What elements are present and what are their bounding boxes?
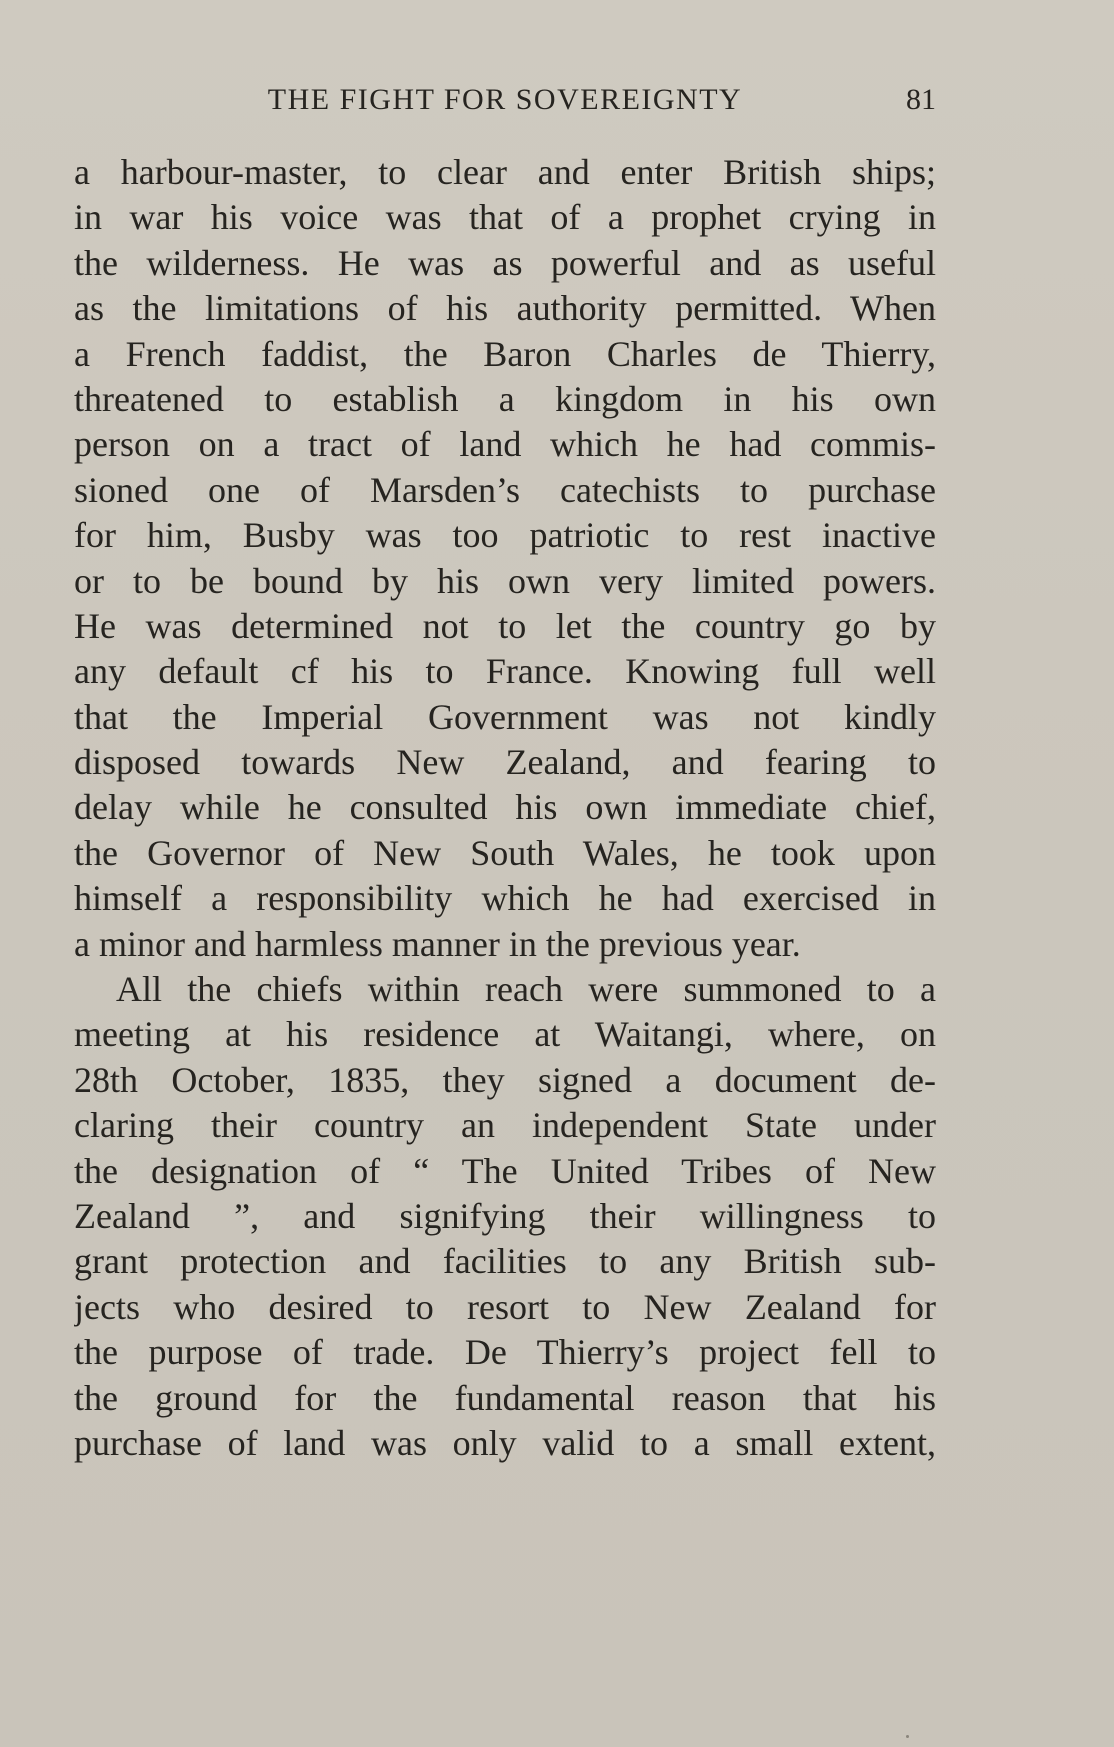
text-line: the ground for the fundamental reason that his: [74, 1377, 936, 1418]
text-line: any default cf his to France. Knowing full well: [74, 651, 936, 692]
text-line: threatened to establish a kingdom in his own: [74, 378, 936, 419]
text-line: or to be bound by his own very limited powers.: [74, 560, 936, 601]
running-head: [74, 80, 936, 120]
text-line: a harbour-master, to clear and enter British ships;: [74, 152, 936, 192]
text-line: grant protection and facilities to any British sub-: [74, 1241, 936, 1282]
text-line: the wilderness. He was as powerful and as useful: [74, 242, 936, 283]
text-line: a minor and harmless manner in the previous year.: [74, 923, 801, 964]
text-line: 28th October, 1835, they signed a document de-: [74, 1059, 936, 1100]
text-line: sioned one of Marsden’s catechists to purchase: [74, 469, 936, 510]
page-number: 81: [906, 83, 936, 116]
text-line: the designation of “ The United Tribes of New: [74, 1150, 936, 1191]
text-line: disposed towards New Zealand, and fearing to: [74, 742, 936, 783]
text-line: in war his voice was that of a prophet crying in: [74, 197, 936, 238]
text-line: claring their country an independent State under: [74, 1105, 936, 1146]
text-line: jects who desired to resort to New Zealand for: [74, 1286, 936, 1327]
text-line: the Governor of New South Wales, he took upon: [74, 832, 936, 873]
text-line: All the chiefs within reach were summoned to a: [116, 969, 936, 1010]
text-line: that the Imperial Government was not kindly: [74, 696, 936, 737]
text-line: delay while he consulted his own immediate chief,: [74, 787, 936, 828]
paper-speck: [906, 1735, 909, 1738]
text-line: Zealand ”, and signifying their willingness to: [74, 1195, 936, 1236]
text-line: person on a tract of land which he had commis-: [74, 424, 936, 465]
text-line: as the limitations of his authority permitted. When: [74, 288, 936, 329]
text-line: a French faddist, the Baron Charles de Thierry,: [74, 333, 936, 374]
text-line: He was determined not to let the country go by: [74, 605, 936, 646]
text-line: himself a responsibility which he had exercised in: [74, 878, 936, 919]
text-line: purchase of land was only valid to a small extent,: [74, 1422, 936, 1463]
text-line: for him, Busby was too patriotic to rest inactive: [74, 515, 936, 556]
text-line: the purpose of trade. De Thierry’s project fell to: [74, 1332, 936, 1373]
text-line: meeting at his residence at Waitangi, where, on: [74, 1014, 936, 1055]
running-title: THE FIGHT FOR SOVEREIGNTY: [267, 83, 743, 116]
body-text: [74, 150, 936, 1466]
